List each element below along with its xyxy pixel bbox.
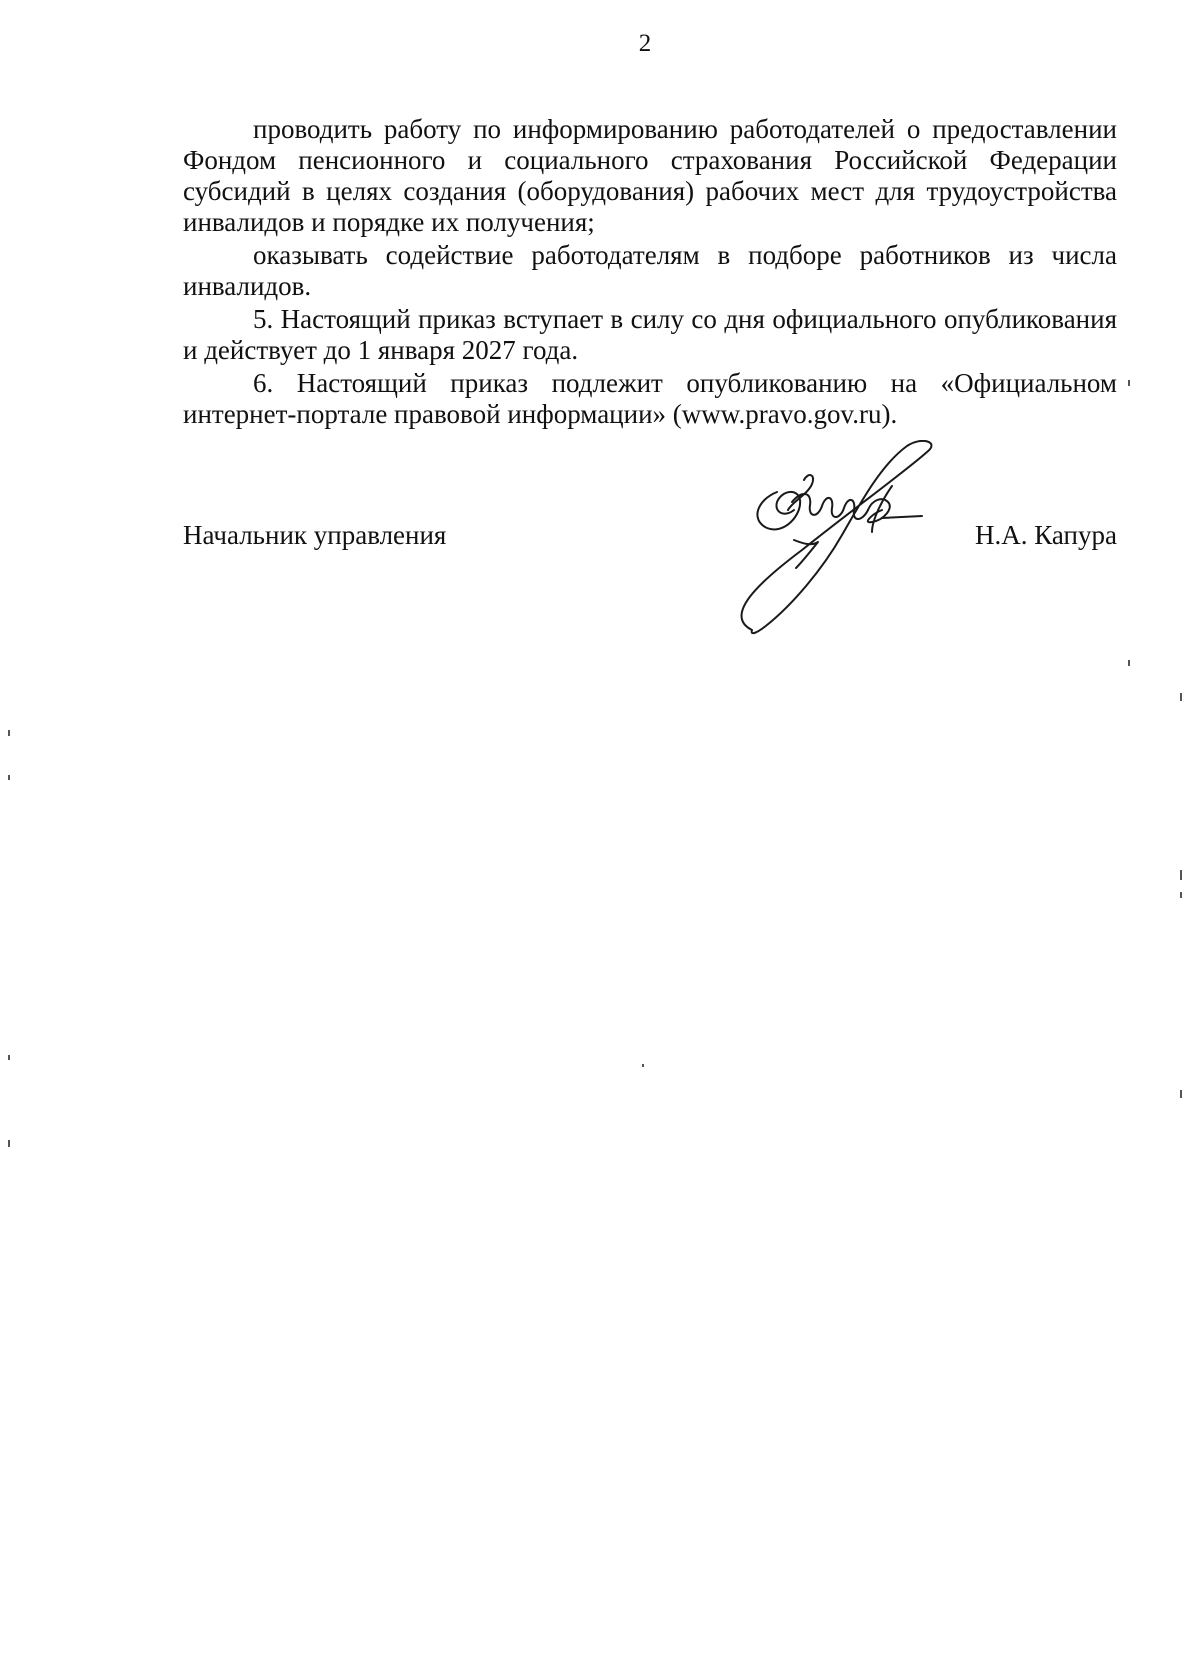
signer-position: Начальник управления (183, 520, 447, 550)
scan-speck (1180, 892, 1182, 898)
scan-speck (1180, 1090, 1182, 1098)
handwritten-signature (722, 440, 984, 646)
scan-speck (642, 1064, 644, 1067)
document-body (183, 114, 1117, 432)
scan-speck (1180, 693, 1182, 701)
scan-speck (8, 1140, 10, 1147)
paragraph-publication: 6. Настоящий приказ подлежит опубликованию на «Официальном интернет-портале правовой информации» (www.pravo.gov.ru). (183, 368, 1117, 429)
scan-speck (1128, 380, 1130, 386)
paragraph-employer-information: проводить работу по информированию работодателей о предоставлении Фондом пенсионного и социального страхования Российской Федерации субсидий в целях создания (оборудования) рабочих мест для трудоустройства инвалидов и порядке их получения; (183, 114, 1117, 237)
page-number: 2 (638, 30, 652, 57)
signer-name: Н.А. Капура (975, 520, 1117, 550)
scan-speck (8, 775, 10, 780)
scan-speck (1180, 870, 1182, 880)
scan-speck (8, 730, 10, 736)
paragraph-employer-assistance: оказывать содействие работодателям в подборе работников из числа инвалидов. (183, 240, 1117, 301)
paragraph-effective-date: 5. Настоящий приказ вступает в силу со дня официального опубликования и действует до 1 января 2027 года. (183, 304, 1117, 365)
scan-speck (8, 1055, 10, 1060)
scan-speck (1128, 660, 1130, 666)
